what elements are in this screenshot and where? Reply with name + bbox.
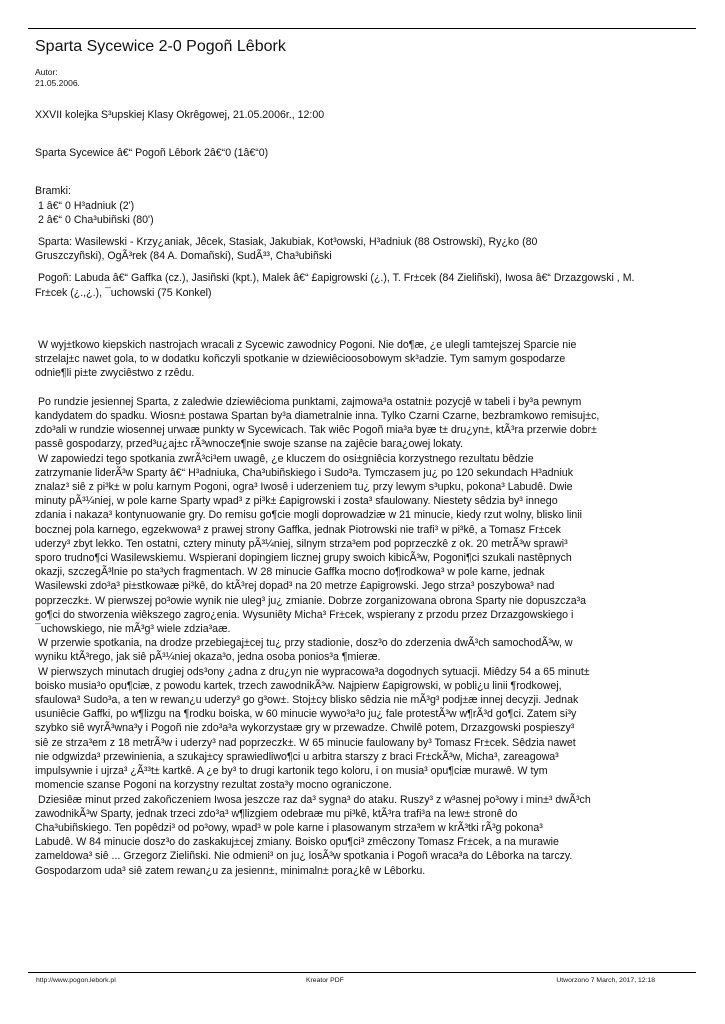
text-line: zdo³ali w rundzie wiosennej urwaæ punkty w Sycewicach. Tak wiêc Pogoñ mia³a byæ t± dru¿yn±, ktÃ³ra przerwie dobr±	[35, 424, 597, 437]
text-line: Gospodarzom uda³ siê zatem rewan¿u za jesienn±, minimaln± pora¿kê w Lêborku.	[35, 864, 426, 877]
goals-heading: Bramki:	[35, 185, 71, 198]
text-line: nie odgwizda³ przewinienia, a szukaj±cy sprawiedliwo¶ci u arbitra starszy z braci Fr±ckÃ³w, Micha³, zareagowa³	[35, 750, 559, 763]
lineup-line: Gruszczyñski), OgÃ³rek (84 A. Domañski), SudÃ³³, Cha³ubiñski	[35, 250, 332, 263]
lineup-sparta	[35, 235, 725, 263]
article-date: 21.05.2006.	[35, 78, 80, 88]
goal-item: 1 â€“ 0 H³adniuk (2')	[35, 199, 135, 212]
article-title: Sparta Sycewice 2-0 Pogoñ Lêbork	[35, 38, 286, 55]
text-line: sporo trudno¶ci Wasilewskiemu. Wspierani dopingiem licznej grupy swoich kibicÃ³w, Pogoni¶ci szukali nastêpnych	[35, 552, 572, 565]
paragraph-report	[35, 395, 725, 878]
text-line: ¯uchowskiego, nie mÃ³g³ wiele zdzia³aæ.	[35, 623, 231, 636]
text-line: strzelaj±c nawet gola, to w dodatku koñczyli spotkanie w dziewiêcioosobowym sk³adzie. Tym samym gospodarze	[35, 353, 566, 366]
text-line: odnie¶li pi±te zwyciêstwo z rzêdu.	[35, 367, 195, 380]
lineup-line: Fr±cek (¿.,¿.), ¯uchowski (75 Konkel)	[35, 286, 212, 299]
text-line: zawodnikÃ³w Sparty, jednak trzeci zdo³a³ w¶lizgiem odebraæ mu pi³kê, ktÃ³ra trafi³a na lew± stronê do	[35, 807, 518, 820]
text-line: Po rundzie jesiennej Sparta, z zaledwie dziewiêcioma punktami, zajmowa³a ostatni± pozycjê w tabeli i by³a pewnym	[35, 395, 582, 408]
score-line: Sparta Sycewice â€“ Pogoñ Lêbork 2â€“0 (1â€“0)	[35, 147, 269, 160]
top-divider	[28, 28, 696, 29]
text-line: Cha³ubiñskiego. Ten popêdzi³ od po³owy, wpad³ w pole karne i plasowanym strza³em w krÃ³tki rÃ³g pokona³	[35, 821, 543, 834]
text-line: bocznej pola karnego, egzekwowa³ z prawej strony Gaffka, jednak Piotrowski nie trafi³ w pi³kê, a Tomasz Fr±cek	[35, 523, 561, 536]
footer-created: Utworzono 7 March, 2017, 12:18	[556, 977, 655, 984]
text-line: W zapowiedzi tego spotkania zwrÃ³ci³em uwagê, ¿e kluczem do osi±gniêcia korzystnego rezultatu bêdzie	[35, 452, 534, 465]
text-line: siê ze strza³em z 18 metrÃ³w i uderzy³ nad poprzeczk±. W 65 minucie faulowany by³ Tomasz Fr±cek. Sêdzia nawet	[35, 736, 576, 749]
text-line: szybko siê wyrÃ³wna³y i Pogoñ nie zdo³a³a wykorzystaæ gry w przewadze. Chwilê potem, Drzazgowski pospieszy³	[35, 722, 575, 735]
text-line: uderzy³ zbyt lekko. Ten ostatni, cztery minuty pÃ³¼niej, silnym strza³em pod poprzeczkê z ok. 20 metrÃ³w sprawi³	[35, 537, 568, 550]
text-line: minuty pÃ³¼niej, w pole karne Sparty wpad³ z pi³k± £apigrowski i zosta³ sfaulowany. Niestety sêdzia by³ innego	[35, 495, 558, 508]
text-line: zdania i nakaza³ kontynuowanie gry. Do remisu go¶cie mogli doprowadziæ w 21 minucie, kiedy rzut wolny, blisko linii	[35, 509, 583, 522]
text-line: impulsywnie i ujrza³ ¿Ã³³t± kartkê. A ¿e by³ to drugi kartonik tego koloru, i on musia³ opu¶ciæ murawê. W tym	[35, 765, 548, 778]
text-line: go¶ci do stworzenia wiêkszego zagro¿enia. Wysuniêty Micha³ Fr±cek, wspierany z przodu przez Drzazgowskiego i	[35, 608, 574, 621]
text-line: poprzeczk±. W pierwszej po³owie wynik nie uleg³ ju¿ zmianie. Dobrze zorganizowana obrona Sparty nie dopuszcza³a	[35, 594, 587, 607]
text-line: Labudê. W 84 minucie dosz³o do zaskakuj±cej zmiany. Boisko opu¶ci³ zmêczony Tomasz Fr±cek, a na murawie	[35, 836, 559, 849]
text-line: W pierwszych minutach drugiej ods³ony ¿adna z dru¿yn nie wypracowa³a dogodnych sytuacji. Miêdzy 54 a 65 minut±	[35, 665, 590, 678]
text-line: zameldowa³ siê ... Grzegorz Zieliñski. Nie odmieni³ on ju¿ losÃ³w spotkania i Pogoñ wraca³a do Lêborka na tarczy.	[35, 850, 573, 863]
text-line: usuniêcie Gaffki, po w¶lizgu na ¶rodku boiska, w 60 minucie wywo³a³o ju¿ fale protestÃ³w w¶rÃ³d go¶ci. Zatem si³y	[35, 708, 577, 721]
lineup-pogon	[35, 271, 725, 299]
text-line: sfaulowa³ Sudo³a, a ten w rewan¿u uderzy³ go g³ow±. Stoj±cy blisko sêdzia nie mÃ³g³ podj±æ innej decyzji. Jednak	[35, 694, 579, 707]
text-line: boisko musia³o opu¶ciæ, z powodu kartek, trzech zawodnikÃ³w. Najpierw £apigrowski, w pobli¿u linii ¶rodkowej,	[35, 679, 562, 692]
goal-item: 2 â€“ 0 Cha³ubiñski (80')	[35, 213, 154, 226]
text-line: okazji, szczegÃ³lnie po sta³ych fragmentach. W 28 minucie Gaffka mocno do¶rodkowa³ w pole karne, jednak	[35, 566, 545, 579]
author-label: Autor:	[35, 67, 58, 77]
footer-generator: Kreator PDF	[306, 977, 344, 984]
match-info: XXVII kolejka S³upskiej Klasy Okrêgowej, 21.05.2006r., 12:00	[35, 109, 325, 121]
article-meta	[35, 67, 80, 89]
text-line: passê gospodarzy, przed³u¿aj±c rÃ³wnocze¶nie swoje szanse na zajêcie bara¿owej lokaty.	[35, 438, 464, 451]
text-line: wyniku ktÃ³rego, jak siê pÃ³¼niej okaza³o, jedna osoba ponios³a ¶mieræ.	[35, 651, 381, 664]
text-line: W przerwie spotkania, na drodze przebiegaj±cej tu¿ przy stadionie, dosz³o do zderzenia dwÃ³ch samochodÃ³w, w	[35, 637, 573, 650]
text-line: W wyj±tkowo kiepskich nastrojach wracali z Sycewic zawodnicy Pogoni. Nie do¶æ, ¿e ulegli tamtejszej Sparcie nie	[35, 339, 577, 352]
text-line: znalaz³ siê z pi³k± w polu karnym Pogoni, ogra³ Iwosê i uderzeniem tu¿ przy lewym s³upku, pokona³ Labudê. Dwie	[35, 481, 573, 494]
text-line: Dziesiêæ minut przed zakoñczeniem Iwosa jeszcze raz da³ sygna³ do ataku. Ruszy³ z w³asnej po³owy i min±³ dwÃ³ch	[35, 793, 591, 806]
footer-url: http://www.pogon.lebork.pl	[36, 977, 116, 984]
article-body	[35, 108, 725, 878]
footer-divider	[28, 972, 696, 973]
text-line: momencie szanse Pogoni na korzystny rezultat zosta³y mocno ograniczone.	[35, 779, 392, 792]
text-line: zatrzymanie liderÃ³w Sparty â€“ H³adniuka, Cha³ubiñskiego i Sudo³a. Tymczasem ju¿ po 120 sekundach H³adniuk	[35, 466, 573, 479]
lineup-line: Pogoñ: Labuda â€“ Gaffka (cz.), Jasiñski (kpt.), Malek â€“ £apigrowski (¿.), T. Fr±cek (84 Zieliñski), Iwosa â€“ Drzazgowski , M.	[35, 272, 635, 285]
paragraph-intro	[35, 338, 725, 381]
goals-block	[35, 184, 725, 227]
lineup-line: Sparta: Wasilewski - Krzy¿aniak, Jêcek, Stasiak, Jakubiak, Kot³owski, H³adniuk (88 Ostrowski), Ry¿ko (80	[35, 236, 538, 249]
text-line: Wasilewski zdo³a³ pi±stkowaæ pi³kê, do ktÃ³rej dopad³ na 20 metrze £apigrowski. Jego strza³ poszybowa³ nad	[35, 580, 555, 593]
text-line: kandydatem do spadku. Wiosn± postawa Spartan by³a diametralnie inna. Tylko Czarni Czarne, bezbramkowo remisuj±c,	[35, 410, 600, 423]
